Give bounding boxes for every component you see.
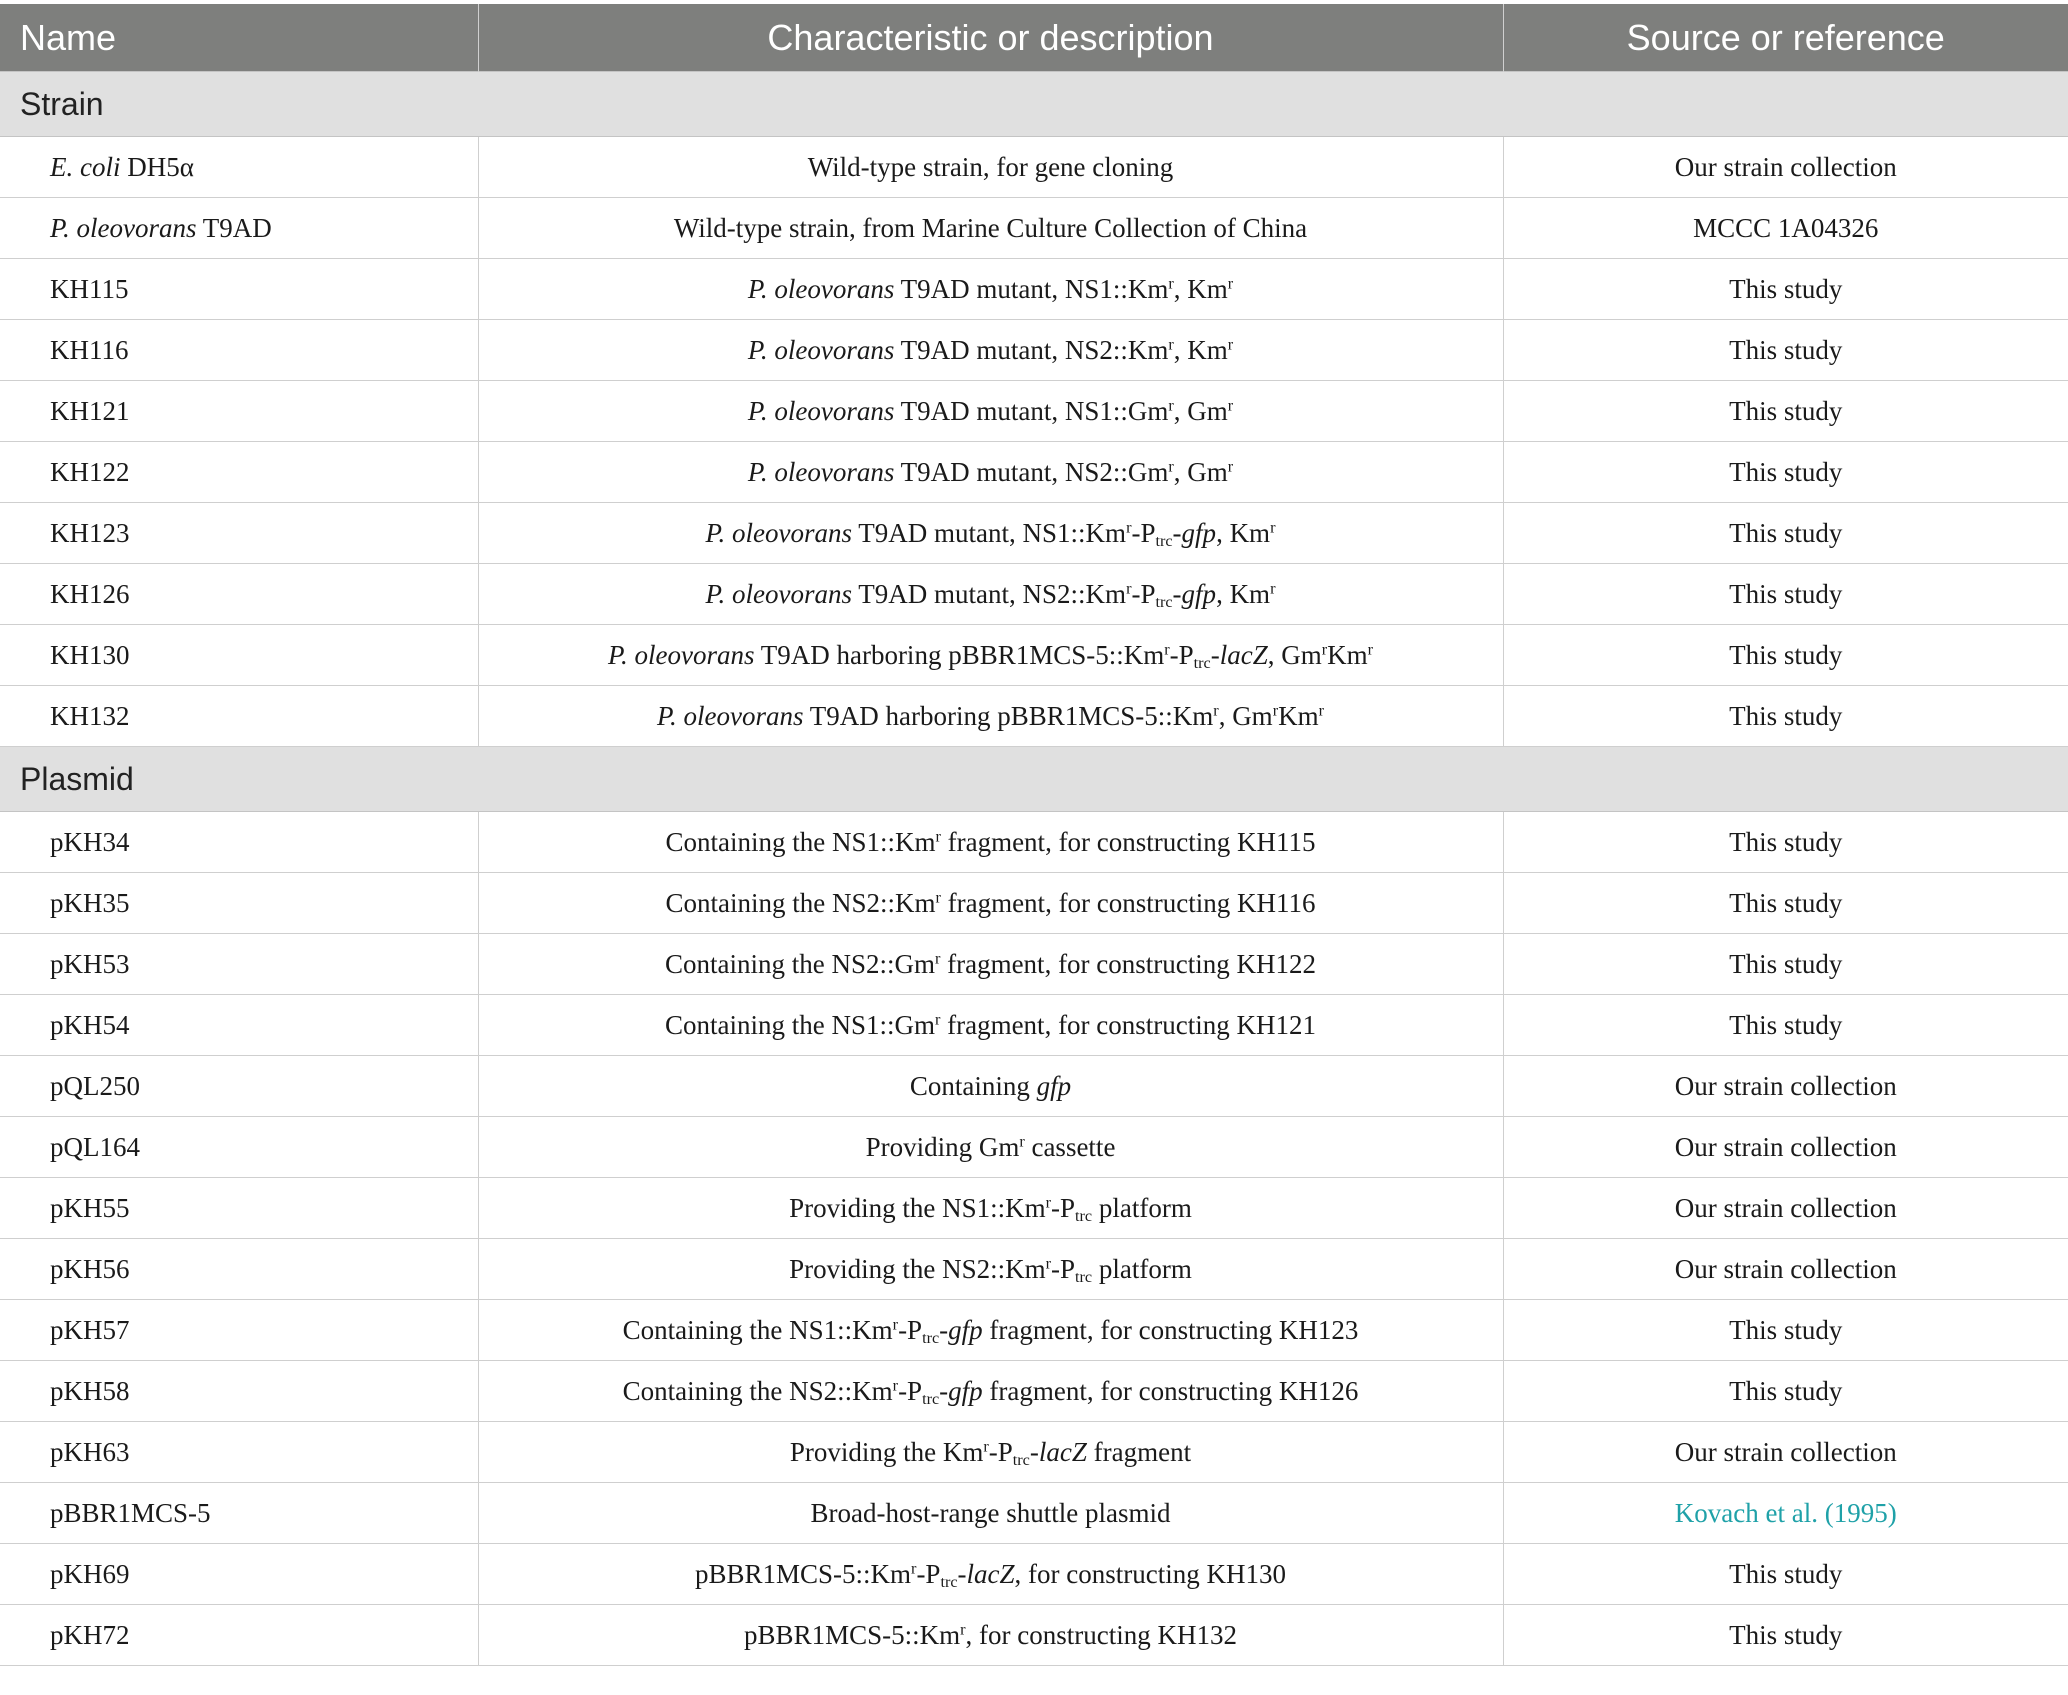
- header-row: [0, 4, 2068, 72]
- cell-source: This study: [1503, 812, 2068, 873]
- table-row: [0, 812, 2068, 873]
- cell-source: Our strain collection: [1503, 1178, 2068, 1239]
- cell-name: pKH34: [0, 812, 478, 873]
- cell-description: Containing the NS1::Km$^r$ fragment, for constructing KH115: [478, 812, 1503, 873]
- cell-source: Our strain collection: [1503, 137, 2068, 198]
- table-row: [0, 934, 2068, 995]
- table-row: [0, 1178, 2068, 1239]
- cell-source: This study: [1503, 1544, 2068, 1605]
- cell-description: Providing the $NS1::Km^r-P_{trc}$ platform: [478, 1178, 1503, 1239]
- table-row: [0, 1422, 2068, 1483]
- cell-name: KH116: [0, 320, 478, 381]
- cell-description: Wild-type strain, for gene cloning: [478, 137, 1503, 198]
- table-row: [0, 320, 2068, 381]
- table-row: [0, 1544, 2068, 1605]
- cell-name: E. coli DH5α: [0, 137, 478, 198]
- cell-description: P. oleovorans T9AD mutant, NS2::Gm$^r$, Gm$^r$: [478, 442, 1503, 503]
- table-row: [0, 1300, 2068, 1361]
- cell-name: P. oleovorans T9AD: [0, 198, 478, 259]
- table-row: [0, 564, 2068, 625]
- cell-description: Providing the $NS2::Km^r-P_{trc}$ platform: [478, 1239, 1503, 1300]
- table-row: [0, 198, 2068, 259]
- cell-source: This study: [1503, 934, 2068, 995]
- table-row: [0, 1239, 2068, 1300]
- cell-description: Containing the NS1::Gm$^r$ fragment, for constructing KH121: [478, 995, 1503, 1056]
- cell-description: P. oleovorans T9AD mutant, $NS1::Km^r-P_{trc}$-gfp, Km$^r$: [478, 503, 1503, 564]
- cell-name: pQL164: [0, 1117, 478, 1178]
- cell-source: This study: [1503, 873, 2068, 934]
- cell-source: This study: [1503, 564, 2068, 625]
- cell-description: pBBR1MCS-5::Km$^r$, for constructing KH132: [478, 1605, 1503, 1666]
- cell-source: This study: [1503, 381, 2068, 442]
- table-row: [0, 1605, 2068, 1666]
- cell-name: pKH57: [0, 1300, 478, 1361]
- section-label: Strain: [0, 72, 2068, 137]
- cell-name: pKH53: [0, 934, 478, 995]
- cell-name: pKH72: [0, 1605, 478, 1666]
- cell-name: pKH35: [0, 873, 478, 934]
- table-row: [0, 995, 2068, 1056]
- cell-name: KH115: [0, 259, 478, 320]
- cell-name: pQL250: [0, 1056, 478, 1117]
- cell-description: Containing the $NS1::Km^r-P_{trc}$-gfp fragment, for constructing KH123: [478, 1300, 1503, 1361]
- cell-source: Our strain collection: [1503, 1239, 2068, 1300]
- cell-description: P. oleovorans T9AD mutant, NS1::Km$^r$, Km$^r$: [478, 259, 1503, 320]
- cell-description: P. oleovorans T9AD harboring $pBBR1MCS-5::Km^r-P_{trc}$-lacZ, Gm$^r$Km$^r$: [478, 625, 1503, 686]
- cell-source: Our strain collection: [1503, 1422, 2068, 1483]
- cell-description: Containing the $NS2::Km^r-P_{trc}$-gfp fragment, for constructing KH126: [478, 1361, 1503, 1422]
- strains-plasmids-table: [0, 4, 2068, 1666]
- cell-source: MCCC 1A04326: [1503, 198, 2068, 259]
- table-row: [0, 1361, 2068, 1422]
- cell-name: KH123: [0, 503, 478, 564]
- cell-source: This study: [1503, 1361, 2068, 1422]
- cell-name: pKH63: [0, 1422, 478, 1483]
- table-row: [0, 381, 2068, 442]
- cell-name: KH132: [0, 686, 478, 747]
- table-row: [0, 686, 2068, 747]
- table-row: [0, 137, 2068, 198]
- cell-description: P. oleovorans T9AD harboring pBBR1MCS-5::Km$^r$, Gm$^r$Km$^r$: [478, 686, 1503, 747]
- table-row: [0, 873, 2068, 934]
- cell-name: pKH56: [0, 1239, 478, 1300]
- cell-source: Our strain collection: [1503, 1117, 2068, 1178]
- table-row: [0, 1117, 2068, 1178]
- cell-source: This study: [1503, 320, 2068, 381]
- cell-description: P. oleovorans T9AD mutant, NS1::Gm$^r$, Gm$^r$: [478, 381, 1503, 442]
- cell-description: Providing Gm$^r$ cassette: [478, 1117, 1503, 1178]
- cell-name: KH130: [0, 625, 478, 686]
- cell-source: Our strain collection: [1503, 1056, 2068, 1117]
- cell-source: This study: [1503, 1300, 2068, 1361]
- header-description: Characteristic or description: [478, 4, 1503, 72]
- cell-source: This study: [1503, 625, 2068, 686]
- cell-description: Wild-type strain, from Marine Culture Collection of China: [478, 198, 1503, 259]
- cell-description: P. oleovorans T9AD mutant, NS2::Km$^r$, Km$^r$: [478, 320, 1503, 381]
- cell-name: KH122: [0, 442, 478, 503]
- cell-source: This study: [1503, 995, 2068, 1056]
- table-row: [0, 625, 2068, 686]
- section-plasmid: [0, 747, 2068, 812]
- header-name: Name: [0, 4, 478, 72]
- cell-source: This study: [1503, 259, 2068, 320]
- cell-description: Containing the NS2::Gm$^r$ fragment, for constructing KH122: [478, 934, 1503, 995]
- cell-name: KH126: [0, 564, 478, 625]
- cell-description: $pBBR1MCS-5::Km^r-P_{trc}$-lacZ, for constructing KH130: [478, 1544, 1503, 1605]
- cell-name: pKH55: [0, 1178, 478, 1239]
- table-row: [0, 1483, 2068, 1544]
- table-row: [0, 442, 2068, 503]
- cell-name: pKH69: [0, 1544, 478, 1605]
- table-row: [0, 259, 2068, 320]
- cell-description: Broad-host-range shuttle plasmid: [478, 1483, 1503, 1544]
- cell-source: This study: [1503, 503, 2068, 564]
- table-row: [0, 1056, 2068, 1117]
- cell-description: P. oleovorans T9AD mutant, $NS2::Km^r-P_{trc}$-gfp, Km$^r$: [478, 564, 1503, 625]
- cell-description: Containing the NS2::Km$^r$ fragment, for constructing KH116: [478, 873, 1503, 934]
- cell-source: [1503, 1483, 2068, 1544]
- cell-source: This study: [1503, 442, 2068, 503]
- cell-name: pKH54: [0, 995, 478, 1056]
- table-row: [0, 503, 2068, 564]
- cell-name: KH121: [0, 381, 478, 442]
- cell-name: pKH58: [0, 1361, 478, 1422]
- reference-link[interactable]: Kovach et al. (1995): [1674, 1497, 1897, 1528]
- cell-source: This study: [1503, 686, 2068, 747]
- section-strain: [0, 72, 2068, 137]
- cell-description: Containing gfp: [478, 1056, 1503, 1117]
- cell-description: Providing the $Km^r-P_{trc}$-lacZ fragment: [478, 1422, 1503, 1483]
- section-label: Plasmid: [0, 747, 2068, 812]
- header-source: Source or reference: [1503, 4, 2068, 72]
- cell-source: This study: [1503, 1605, 2068, 1666]
- cell-name: pBBR1MCS-5: [0, 1483, 478, 1544]
